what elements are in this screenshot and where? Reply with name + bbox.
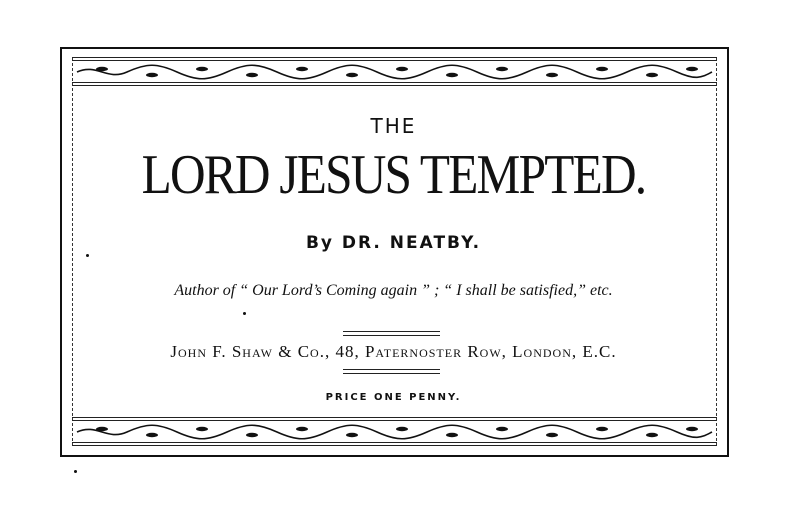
divider-rule xyxy=(343,335,440,336)
ink-speck xyxy=(86,254,89,257)
page-title: LORD JESUS TEMPTED. xyxy=(141,144,646,206)
bottom-ornament-band xyxy=(72,417,717,447)
top-vine-ornament xyxy=(72,63,717,81)
divider-rule xyxy=(343,331,440,332)
byline: By DR. NEATBY. xyxy=(305,233,482,253)
divider-rule xyxy=(343,373,440,374)
pre-title: THE xyxy=(370,114,417,138)
ink-speck xyxy=(243,312,246,315)
divider-rule xyxy=(343,369,440,370)
publisher-imprint: John F. Shaw & Co., 48, Paternoster Row, London, E.C. xyxy=(170,342,617,361)
top-ornament-band xyxy=(72,57,717,87)
author-note: Author of “ Our Lord’s Coming again ” ; “ I shall be satisfied,” etc. xyxy=(174,282,613,299)
ink-speck xyxy=(74,470,77,473)
bottom-vine-ornament xyxy=(72,423,717,441)
price-line: PRICE ONE PENNY. xyxy=(325,392,462,403)
